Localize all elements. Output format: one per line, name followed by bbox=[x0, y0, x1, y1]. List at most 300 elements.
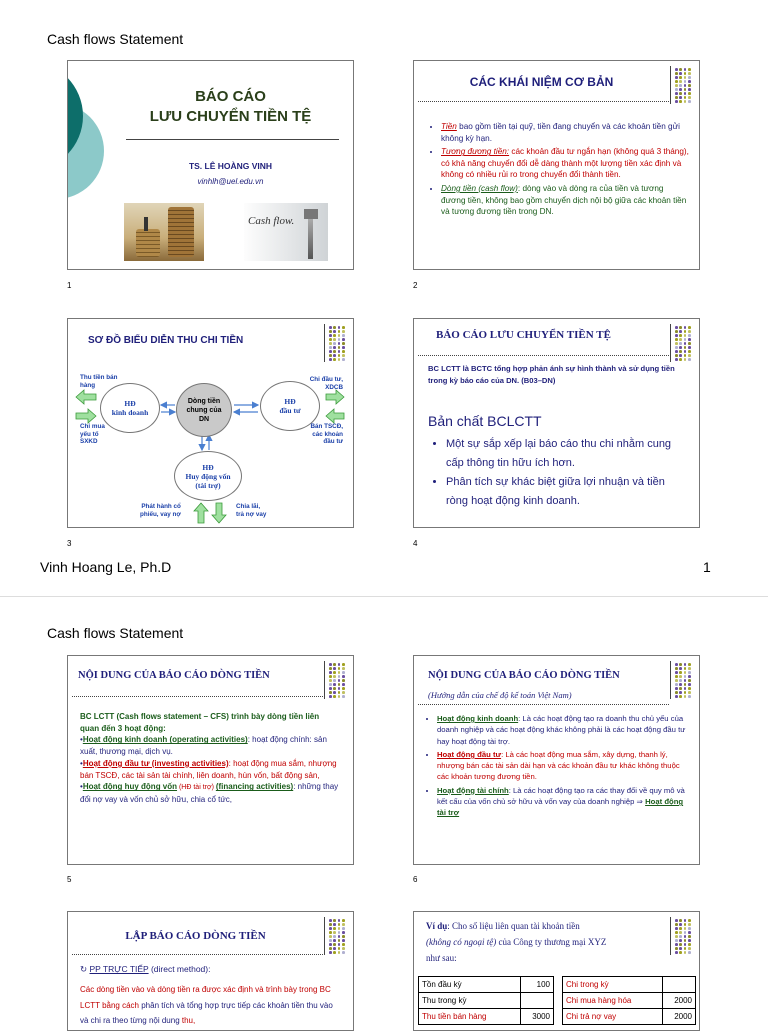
decorative-dot bbox=[342, 691, 345, 694]
slide-bullets bbox=[436, 435, 679, 511]
decorative-dot bbox=[675, 687, 678, 690]
title-line-2: LƯU CHUYỂN TIỀN TỆ bbox=[149, 108, 312, 125]
decorative-dot bbox=[329, 927, 332, 930]
decorative-dot bbox=[684, 342, 687, 345]
decorative-dot bbox=[688, 919, 691, 922]
decorative-dot bbox=[679, 687, 682, 690]
decorative-dot bbox=[688, 76, 691, 79]
decorative-dot bbox=[679, 346, 682, 349]
decorative-dot bbox=[675, 667, 678, 670]
decorative-dot bbox=[679, 923, 682, 926]
decorative-dot bbox=[679, 92, 682, 95]
slide-title: SƠ ĐỒ BIỂU DIỄN THU CHI TIỀN bbox=[88, 335, 244, 346]
author-name: TS. LÊ HOÀNG VINH bbox=[188, 161, 273, 171]
slide-title: NỘI DUNG CỦA BÁO CÁO DÒNG TIỀN bbox=[428, 670, 620, 681]
decorative-dot bbox=[679, 691, 682, 694]
decorative-dot bbox=[684, 679, 687, 682]
decorative-dot bbox=[333, 919, 336, 922]
decorative-dot bbox=[679, 96, 682, 99]
decorative-dot bbox=[684, 935, 687, 938]
decorative-dot bbox=[684, 663, 687, 666]
decorative-dot bbox=[675, 695, 678, 698]
decorative-dot bbox=[688, 679, 691, 682]
slide-bullets bbox=[432, 121, 689, 220]
label-dividends: Chia lãi, trả nợ vay bbox=[236, 503, 267, 518]
decorative-dot bbox=[684, 683, 687, 686]
decorative-dot bbox=[688, 951, 691, 954]
decorative-dot bbox=[688, 683, 691, 686]
decorative-dot bbox=[329, 667, 332, 670]
decorative-dot bbox=[679, 675, 682, 678]
decorative-dot bbox=[684, 923, 687, 926]
dot-grid-decoration bbox=[670, 324, 693, 362]
decorative-dot bbox=[679, 326, 682, 329]
decorative-dot bbox=[675, 679, 678, 682]
decorative-dot bbox=[342, 939, 345, 942]
decorative-dot bbox=[688, 663, 691, 666]
decorative-dot bbox=[675, 76, 678, 79]
decorative-dot bbox=[342, 923, 345, 926]
page-separator bbox=[0, 596, 768, 597]
page-footer-number: 1 bbox=[703, 559, 711, 575]
decorative-dot bbox=[329, 939, 332, 942]
decorative-dot bbox=[679, 338, 682, 341]
decorative-dot bbox=[688, 338, 691, 341]
decorative-dot bbox=[684, 919, 687, 922]
decorative-dot bbox=[675, 342, 678, 345]
decorative-dot bbox=[675, 927, 678, 930]
decorative-dot bbox=[679, 72, 682, 75]
decorative-dot bbox=[679, 671, 682, 674]
slide-title: CÁC KHÁI NIỆM CƠ BẢN bbox=[469, 75, 614, 89]
slide-title bbox=[108, 87, 353, 127]
decorative-dot bbox=[679, 84, 682, 87]
method-description: Các dòng tiền vào và dòng tiền ra được xác định và trình bày trong BC LCTT bằng cách phân tích và tổng hợp trực tiếp các khoản tiền thu vào và chi ra theo từng nội dung thu, bbox=[80, 985, 333, 1025]
decorative-dot bbox=[342, 671, 345, 674]
decorative-dot bbox=[688, 80, 691, 83]
dotted-divider bbox=[72, 954, 323, 955]
decorative-dot bbox=[333, 927, 336, 930]
decorative-dot bbox=[688, 947, 691, 950]
decorative-dot bbox=[684, 695, 687, 698]
decorative-dot bbox=[329, 671, 332, 674]
decorative-dot bbox=[338, 923, 341, 926]
decorative-dot bbox=[684, 667, 687, 670]
slide-subtitle: Bản chất BCLCTT bbox=[428, 413, 542, 429]
decorative-dot bbox=[688, 923, 691, 926]
decorative-dot bbox=[688, 943, 691, 946]
decorative-dot bbox=[333, 939, 336, 942]
decorative-dot bbox=[329, 943, 332, 946]
decorative-dot bbox=[675, 80, 678, 83]
decorative-dot bbox=[679, 100, 682, 103]
decorative-dot bbox=[684, 947, 687, 950]
author-email: vinhlh@uel.edu.vn bbox=[197, 177, 264, 186]
decorative-dot bbox=[675, 919, 678, 922]
bullet-item: • Hoạt động tài chính: Là các hoạt động tạo ra các thay đổi về quy mô và kết cấu của vốn chủ sở hữu và vốn vay của doanh nghiệp ⇒ Hoạt động tài trợ bbox=[437, 785, 687, 819]
decorative-dot bbox=[342, 695, 345, 698]
table-row: Thu tiền bán hàng 3000 bbox=[419, 1009, 554, 1025]
decorative-dot bbox=[329, 691, 332, 694]
decorative-dot bbox=[675, 350, 678, 353]
decorative-dot bbox=[688, 691, 691, 694]
decorative-dot bbox=[329, 919, 332, 922]
decorative-dot bbox=[675, 671, 678, 674]
slide-2 bbox=[413, 60, 700, 270]
decorative-dot bbox=[679, 951, 682, 954]
decorative-dot bbox=[675, 935, 678, 938]
slide-body bbox=[80, 711, 339, 806]
decorative-dot bbox=[338, 691, 341, 694]
decorative-dot bbox=[333, 935, 336, 938]
decorative-dot bbox=[333, 931, 336, 934]
decorative-dot bbox=[684, 691, 687, 694]
decorative-dot bbox=[329, 687, 332, 690]
decorative-dot bbox=[338, 695, 341, 698]
title-line-1: BÁO CÁO bbox=[195, 88, 266, 105]
decorative-dot bbox=[338, 667, 341, 670]
decorative-dot bbox=[329, 663, 332, 666]
decorative-dot bbox=[329, 935, 332, 938]
decorative-dot bbox=[684, 346, 687, 349]
decorative-dot bbox=[679, 334, 682, 337]
decorative-dot bbox=[333, 671, 336, 674]
decorative-dot bbox=[684, 350, 687, 353]
dot-grid-decoration bbox=[670, 66, 693, 104]
decorative-dot bbox=[684, 354, 687, 357]
activity-item: •Hoạt động đầu tư (investing activities): hoạt động mua sắm, nhượng bán TSCĐ, các tài sản tài chính, liên doanh, hùn vốn, bất động sản, bbox=[80, 758, 337, 780]
decorative-dot bbox=[338, 671, 341, 674]
decorative-dot bbox=[675, 100, 678, 103]
decorative-dot bbox=[342, 935, 345, 938]
decorative-dot bbox=[688, 346, 691, 349]
slide-number: 6 bbox=[413, 875, 418, 884]
decorative-dot bbox=[338, 931, 341, 934]
bullet-item: • Hoạt động đầu tư: Là các hoạt động mua sắm, xây dựng, thanh lý, nhượng bán các tài sản dài hạn và các khoản đầu tư khác không thuộc các khoản tương đương tiền. bbox=[437, 749, 687, 783]
label-sales-receipts: Thu tiền bán hàng bbox=[80, 374, 118, 389]
dot-grid-decoration bbox=[670, 661, 693, 699]
decorative-dot bbox=[684, 330, 687, 333]
slide-title: BÁO CÁO LƯU CHUYỂN TIỀN TỆ bbox=[436, 329, 611, 341]
slide-number: 3 bbox=[67, 539, 72, 548]
decorative-dot bbox=[329, 951, 332, 954]
decorative-dot bbox=[338, 951, 341, 954]
decorative-dot bbox=[342, 667, 345, 670]
decorative-dot bbox=[679, 358, 682, 361]
decorative-dot bbox=[688, 927, 691, 930]
decorative-dot bbox=[342, 943, 345, 946]
decorative-dot bbox=[675, 96, 678, 99]
payments-table bbox=[562, 976, 696, 1025]
decorative-dot bbox=[684, 72, 687, 75]
decorative-dot bbox=[675, 330, 678, 333]
decorative-dot bbox=[675, 326, 678, 329]
decorative-dot bbox=[688, 939, 691, 942]
decorative-dot bbox=[684, 84, 687, 87]
example-text: Ví dụ: Cho số liệu liên quan tài khoản tiền (không có ngoại tệ) của Công ty thương mại XYZ như sau: bbox=[426, 921, 607, 963]
decorative-dot bbox=[684, 671, 687, 674]
table-row: Tồn đầu kỳ 100 bbox=[419, 977, 554, 993]
decorative-dot bbox=[679, 68, 682, 71]
decorative-dot bbox=[679, 695, 682, 698]
decorative-dot bbox=[679, 354, 682, 357]
decorative-dot bbox=[679, 667, 682, 670]
decorative-dot bbox=[338, 683, 341, 686]
decorative-dot bbox=[679, 88, 682, 91]
decorative-dot bbox=[679, 943, 682, 946]
decorative-dot bbox=[688, 92, 691, 95]
decorative-dot bbox=[333, 683, 336, 686]
dot-grid-decoration bbox=[670, 917, 693, 955]
slide-1 bbox=[67, 60, 354, 270]
decorative-dot bbox=[338, 663, 341, 666]
dot-grid-decoration bbox=[324, 661, 347, 699]
decorative-dot bbox=[679, 679, 682, 682]
decorative-dot bbox=[684, 68, 687, 71]
decorative-dot bbox=[675, 691, 678, 694]
decorative-dot bbox=[675, 334, 678, 337]
slide-subtitle: (Hướng dẫn của chế độ kế toán Việt Nam) bbox=[428, 690, 572, 700]
decorative-dot bbox=[684, 326, 687, 329]
decorative-dot bbox=[688, 68, 691, 71]
decorative-dot bbox=[679, 935, 682, 938]
decorative-dot bbox=[338, 939, 341, 942]
decorative-dot bbox=[333, 679, 336, 682]
decorative-dot bbox=[684, 943, 687, 946]
decorative-dot bbox=[675, 931, 678, 934]
decorative-dot bbox=[333, 947, 336, 950]
decorative-dot bbox=[675, 84, 678, 87]
decorative-dot bbox=[688, 342, 691, 345]
decorative-dot bbox=[684, 334, 687, 337]
slide-title: NỘI DUNG CỦA BÁO CÁO DÒNG TIỀN bbox=[78, 670, 270, 681]
decorative-dot bbox=[333, 675, 336, 678]
node-operating: HĐ kinh doanh bbox=[100, 383, 160, 433]
slide-bullets bbox=[428, 713, 687, 821]
slide-5 bbox=[67, 655, 354, 865]
decorative-dot bbox=[688, 675, 691, 678]
decorative-dot bbox=[338, 943, 341, 946]
dot-grid-decoration bbox=[324, 917, 347, 955]
table-row: Thu trong kỳ bbox=[419, 993, 554, 1009]
decorative-dot bbox=[329, 675, 332, 678]
slide-3 bbox=[67, 318, 354, 528]
decorative-dot bbox=[338, 919, 341, 922]
decorative-dot bbox=[675, 88, 678, 91]
decorative-dot bbox=[679, 330, 682, 333]
decorative-dot bbox=[688, 695, 691, 698]
decorative-dot bbox=[329, 931, 332, 934]
decorative-dot bbox=[333, 687, 336, 690]
decorative-dot bbox=[688, 667, 691, 670]
decorative-dot bbox=[675, 951, 678, 954]
activity-item: •Hoạt động huy động vốn (HĐ tài trợ) (financing activities): những thay đổi nợ vay và vốn chủ sở hữu, chia cổ tức, bbox=[80, 782, 339, 804]
bullet-item: • Một sự sắp xếp lại báo cáo thu chi nhằm cung cấp thông tin hữu ích hơn. bbox=[446, 435, 679, 473]
decorative-dot bbox=[675, 338, 678, 341]
decorative-dot bbox=[675, 92, 678, 95]
decorative-dot bbox=[679, 919, 682, 922]
decorative-dot bbox=[333, 695, 336, 698]
decorative-dot bbox=[688, 334, 691, 337]
decorative-dot bbox=[679, 76, 682, 79]
page-header: Cash flows Statement bbox=[47, 31, 184, 47]
page-header: Cash flows Statement bbox=[47, 625, 184, 641]
decorative-dot bbox=[684, 358, 687, 361]
table-row: Chi trong kỳ bbox=[563, 977, 696, 993]
decorative-dot bbox=[688, 687, 691, 690]
decorative-dot bbox=[333, 923, 336, 926]
decorative-dot bbox=[679, 947, 682, 950]
label-purchase-payments: Chi mua yếu tố SXKD bbox=[80, 423, 105, 445]
decorative-dot bbox=[675, 675, 678, 678]
decorative-dot bbox=[333, 943, 336, 946]
node-financing: HĐ Huy động vốn (tài trợ) bbox=[174, 451, 242, 501]
decorative-dot bbox=[329, 947, 332, 950]
decorative-dot bbox=[342, 947, 345, 950]
slide-6 bbox=[413, 655, 700, 865]
slide-number: 2 bbox=[413, 281, 418, 290]
decorative-dot bbox=[342, 679, 345, 682]
decorative-dot bbox=[679, 80, 682, 83]
decorative-dot bbox=[684, 88, 687, 91]
table-row: Chi mua hàng hóa 2000 bbox=[563, 993, 696, 1009]
decorative-dot bbox=[342, 675, 345, 678]
bullet-item: • Phân tích sự khác biệt giữa lợi nhuận và tiền ròng hoạt động kinh doanh. bbox=[446, 473, 679, 511]
dotted-divider bbox=[72, 696, 323, 697]
decorative-dot bbox=[675, 72, 678, 75]
decorative-dot bbox=[679, 350, 682, 353]
method-heading: ↻ PP TRỰC TIẾP (direct method): bbox=[80, 964, 211, 974]
decorative-dot bbox=[688, 100, 691, 103]
decorative-dot bbox=[675, 939, 678, 942]
decorative-dot bbox=[338, 679, 341, 682]
decorative-dot bbox=[684, 76, 687, 79]
cycle-icon: ↻ bbox=[80, 964, 88, 974]
decorative-dot bbox=[338, 675, 341, 678]
decorative-dot bbox=[329, 679, 332, 682]
decorative-dot bbox=[688, 354, 691, 357]
decorative-dot bbox=[684, 675, 687, 678]
decorative-dot bbox=[684, 100, 687, 103]
decorative-dot bbox=[679, 931, 682, 934]
decorative-dot bbox=[688, 88, 691, 91]
slide-7 bbox=[67, 911, 354, 1031]
table-row: Chi trả nợ vay 2000 bbox=[563, 1009, 696, 1025]
decorative-dot bbox=[333, 663, 336, 666]
receipts-table bbox=[418, 976, 554, 1025]
decorative-dot bbox=[675, 947, 678, 950]
decorative-dot bbox=[675, 923, 678, 926]
slide-number: 1 bbox=[67, 281, 72, 290]
decorative-dot bbox=[684, 931, 687, 934]
decorative-dot bbox=[688, 358, 691, 361]
dotted-divider bbox=[418, 704, 669, 705]
decorative-dot bbox=[329, 695, 332, 698]
decorative-dot bbox=[679, 939, 682, 942]
decorative-dot bbox=[684, 338, 687, 341]
decorative-dot bbox=[342, 683, 345, 686]
decorative-dot bbox=[688, 96, 691, 99]
decorative-dot bbox=[688, 330, 691, 333]
decorative-dot bbox=[338, 687, 341, 690]
cashflow-image-text: Cash flow. bbox=[248, 215, 295, 227]
label-issuance: Phát hành cổ phiếu, vay nợ bbox=[140, 503, 181, 518]
bullet-item: • Tiền bao gồm tiền tại quỹ, tiền đang chuyển và các khoản tiền gửi không kỳ hạn. bbox=[441, 121, 689, 144]
page-footer-author: Vinh Hoang Le, Ph.D bbox=[40, 559, 172, 575]
decorative-dot bbox=[342, 919, 345, 922]
decorative-dot bbox=[342, 931, 345, 934]
decorative-dot bbox=[342, 927, 345, 930]
decorative-dot bbox=[679, 683, 682, 686]
decorative-dot bbox=[688, 326, 691, 329]
decorative-dot bbox=[688, 350, 691, 353]
decorative-dot bbox=[338, 947, 341, 950]
decorative-dot bbox=[338, 935, 341, 938]
activity-item: •Hoạt động kinh doanh (operating activities): hoạt động chính: sản xuất, thương mại, dịch vụ. bbox=[80, 735, 327, 757]
bullet-item: • Tương đương tiền: các khoản đầu tư ngắn hạn (không quá 3 tháng), có khả năng chuyển đổi dễ dàng thành một lượng tiền xác định và không có nhiều rủi ro trong chuyển đổi thành tiền. bbox=[441, 146, 689, 181]
slide-title: LẬP BÁO CÁO DÒNG TIỀN bbox=[125, 930, 266, 942]
decorative-dot bbox=[684, 80, 687, 83]
slide-number: 4 bbox=[413, 539, 418, 548]
coins-image bbox=[124, 203, 204, 261]
decorative-dot bbox=[688, 931, 691, 934]
decorative-dot bbox=[342, 687, 345, 690]
decorative-dot bbox=[342, 663, 345, 666]
decorative-dot bbox=[329, 683, 332, 686]
decorative-dot bbox=[688, 935, 691, 938]
decorative-dot bbox=[675, 943, 678, 946]
decorative-dot bbox=[688, 671, 691, 674]
decorative-dot bbox=[688, 84, 691, 87]
decorative-dot bbox=[675, 346, 678, 349]
slide-4 bbox=[413, 318, 700, 528]
decorative-dot bbox=[679, 663, 682, 666]
node-investing: HĐ đầu tư bbox=[260, 381, 320, 431]
cashflow-image bbox=[244, 203, 328, 261]
decorative-dot bbox=[333, 951, 336, 954]
decorative-dot bbox=[333, 691, 336, 694]
decorative-dot bbox=[675, 358, 678, 361]
bullet-item: • Dòng tiền (cash flow): dòng vào và dòng ra của tiền và tương đương tiền, không bao gồm chuyển dịch nội bộ giữa các khoản tiền và tương đương tiền trong DN. bbox=[441, 183, 689, 218]
divider bbox=[126, 139, 339, 140]
decorative-dot bbox=[333, 667, 336, 670]
slide-8 bbox=[413, 911, 700, 1031]
decorative-dot bbox=[684, 951, 687, 954]
decorative-dot bbox=[684, 96, 687, 99]
decorative-dot bbox=[684, 927, 687, 930]
decorative-dot bbox=[675, 663, 678, 666]
decorative-dot bbox=[679, 342, 682, 345]
slide-number: 5 bbox=[67, 875, 72, 884]
decorative-dot bbox=[342, 951, 345, 954]
decorative-dot bbox=[684, 939, 687, 942]
node-central-cashflow: Dòng tiền chung của DN bbox=[176, 383, 232, 437]
slide-intro: BC LCTT (Cash flows statement – CFS) trình bày dòng tiền liên quan đến 3 hoạt động: bbox=[80, 712, 320, 733]
decorative-dot bbox=[679, 927, 682, 930]
decorative-dot bbox=[684, 92, 687, 95]
decorative-dot bbox=[688, 72, 691, 75]
decorative-dot bbox=[675, 354, 678, 357]
label-asset-sales: Bán TSCĐ, các khoản đầu tư bbox=[310, 423, 343, 445]
dotted-divider bbox=[418, 355, 669, 356]
decorative-dot bbox=[675, 68, 678, 71]
bullet-item: • Hoạt động kinh doanh: Là các hoạt động tạo ra doanh thu chủ yếu của doanh nghiệp và các hoạt động khác không phải là các hoạt động đầu tư hay hoạt động tài trợ. bbox=[437, 713, 687, 747]
slide-intro: BC LCTT là BCTC tổng hợp phản ánh sự hình thành và sử dụng tiền trong kỳ báo cáo của DN. (B03–DN) bbox=[428, 364, 675, 385]
decorative-dot bbox=[338, 927, 341, 930]
label-investment-payments: Chi đầu tư, XDCB bbox=[309, 376, 343, 391]
decorative-dot bbox=[329, 923, 332, 926]
decorative-dot bbox=[684, 687, 687, 690]
